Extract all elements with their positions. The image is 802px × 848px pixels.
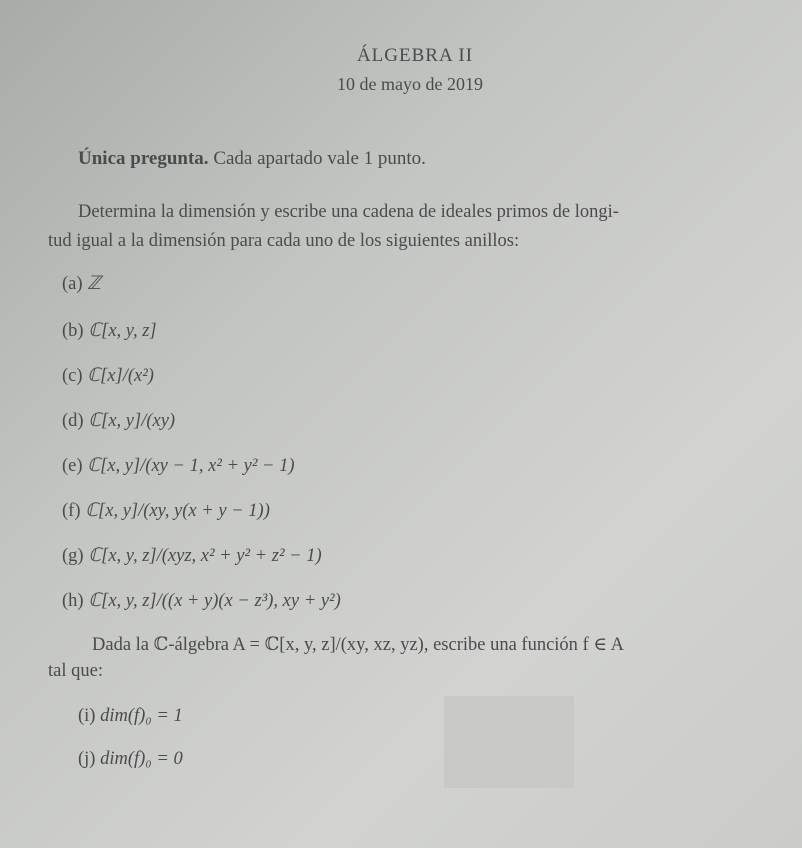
item-expression: ℂ[x, y]/(xy, y(x + y − 1)) bbox=[85, 501, 270, 521]
item-expression: ℂ[x]/(x²) bbox=[87, 366, 154, 386]
ring-item bbox=[62, 500, 270, 522]
item-expression: ℂ[x, y]/(xy) bbox=[88, 411, 176, 431]
part2-intro-line1: Dada la ℂ-álgebra A = ℂ[x, y, z]/(xy, xz, yz), escribe una función f ∈ A bbox=[92, 635, 624, 655]
ring-item bbox=[62, 365, 154, 387]
question-heading bbox=[78, 148, 426, 170]
item-label: (a) bbox=[62, 274, 83, 294]
item-expression: ℂ[x, y, z]/((x + y)(x − z³), xy + y²) bbox=[88, 591, 341, 611]
item-expression: ℂ[x, y]/(xy − 1, x² + y² − 1) bbox=[87, 456, 295, 476]
item-expression: dim(f)₀ = 0 bbox=[100, 749, 183, 769]
ring-item bbox=[62, 320, 157, 342]
item-label: (g) bbox=[62, 546, 84, 566]
points-note: Cada apartado vale 1 punto. bbox=[213, 148, 426, 169]
item-label: (d) bbox=[62, 411, 84, 431]
ring-item bbox=[62, 455, 295, 477]
item-label: (i) bbox=[78, 706, 96, 726]
item-expression: dim(f)₀ = 1 bbox=[100, 706, 183, 726]
erased-patch bbox=[444, 696, 574, 788]
item-label: (e) bbox=[62, 456, 83, 476]
question-title: Única pregunta. bbox=[78, 148, 209, 169]
item-label: (f) bbox=[62, 501, 81, 521]
exam-date: 10 de mayo de 2019 bbox=[337, 74, 483, 94]
item-label: (b) bbox=[62, 321, 84, 341]
part2-intro-line2: tal que: bbox=[48, 661, 103, 681]
ring-item bbox=[62, 545, 322, 567]
item-label: (h) bbox=[62, 591, 84, 611]
ring-item bbox=[62, 273, 101, 295]
ring-item bbox=[62, 410, 175, 432]
part1-intro-line1: Determina la dimensión y escribe una cadena de ideales primos de longi- bbox=[78, 202, 619, 222]
function-item bbox=[78, 706, 183, 727]
ring-item bbox=[62, 590, 341, 612]
item-label: (j) bbox=[78, 749, 96, 769]
item-expression: ℂ[x, y, z]/(xyz, x² + y² + z² − 1) bbox=[88, 546, 322, 566]
item-label: (c) bbox=[62, 366, 83, 386]
item-expression: ℤ bbox=[87, 274, 101, 294]
part1-intro-line2: tud igual a la dimensión para cada uno de los siguientes anillos: bbox=[48, 231, 520, 251]
item-expression: ℂ[x, y, z] bbox=[88, 321, 157, 341]
function-item bbox=[78, 749, 183, 770]
exam-title: ÁLGEBRA II bbox=[356, 45, 474, 66]
